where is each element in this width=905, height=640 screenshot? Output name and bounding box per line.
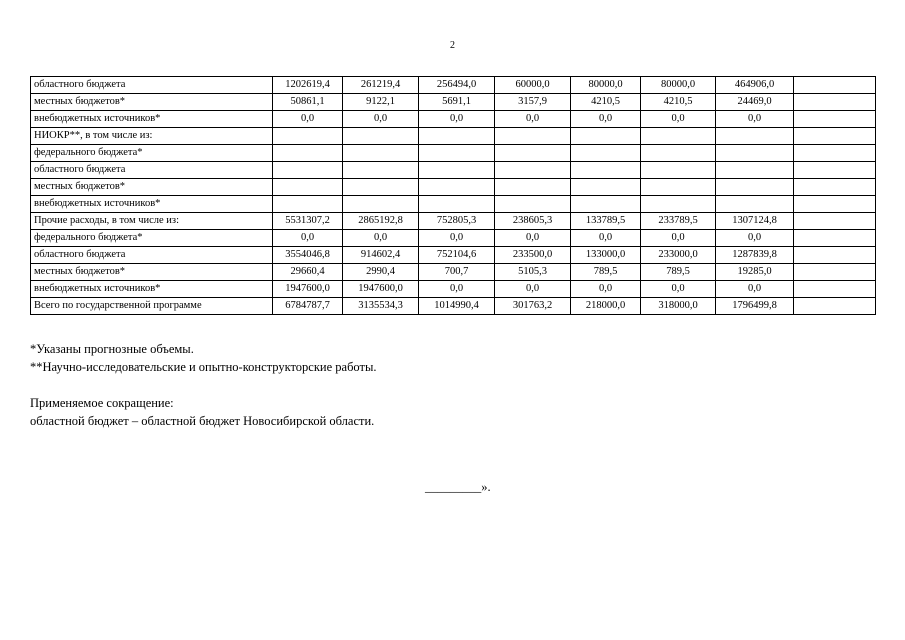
table-cell: 4210,5 bbox=[571, 94, 641, 111]
table-body bbox=[31, 77, 876, 315]
table-row bbox=[31, 179, 876, 196]
table-cell bbox=[495, 162, 571, 179]
table-cell: 0,0 bbox=[495, 230, 571, 247]
notes-section bbox=[30, 340, 870, 430]
table-cell: 0,0 bbox=[716, 111, 794, 128]
table-cell bbox=[343, 179, 419, 196]
table-cell: 0,0 bbox=[716, 230, 794, 247]
table-cell: 0,0 bbox=[641, 281, 716, 298]
table-cell: 789,5 bbox=[571, 264, 641, 281]
row-label: областного бюджета bbox=[31, 77, 273, 94]
table-cell: 0,0 bbox=[641, 230, 716, 247]
table-cell bbox=[794, 94, 876, 111]
table-cell bbox=[716, 145, 794, 162]
table-cell: 50861,1 bbox=[273, 94, 343, 111]
table-cell: 29660,4 bbox=[273, 264, 343, 281]
table-cell bbox=[419, 145, 495, 162]
page-number: 2 bbox=[450, 40, 455, 51]
table-cell bbox=[419, 162, 495, 179]
table-row bbox=[31, 111, 876, 128]
row-label: федерального бюджета* bbox=[31, 145, 273, 162]
table-cell: 0,0 bbox=[716, 281, 794, 298]
table-cell: 60000,0 bbox=[495, 77, 571, 94]
budget-table bbox=[30, 76, 876, 315]
table-cell: 218000,0 bbox=[571, 298, 641, 315]
abbreviation-text: областной бюджет – областной бюджет Новосибирской области. bbox=[30, 414, 375, 428]
table-cell bbox=[419, 196, 495, 213]
row-label: Прочие расходы, в том числе из: bbox=[31, 213, 273, 230]
table-cell: 238605,3 bbox=[495, 213, 571, 230]
table-cell bbox=[641, 128, 716, 145]
table-cell: 0,0 bbox=[571, 281, 641, 298]
table-cell bbox=[273, 128, 343, 145]
table-row bbox=[31, 298, 876, 315]
table-cell bbox=[343, 196, 419, 213]
row-label: областного бюджета bbox=[31, 247, 273, 264]
table-cell bbox=[343, 145, 419, 162]
table-row bbox=[31, 128, 876, 145]
table-cell bbox=[794, 145, 876, 162]
table-cell bbox=[794, 230, 876, 247]
table-cell bbox=[794, 128, 876, 145]
forecast-note: *Указаны прогнозные объемы. bbox=[30, 342, 194, 356]
table-cell bbox=[419, 179, 495, 196]
table-cell: 0,0 bbox=[343, 111, 419, 128]
table-cell: 133789,5 bbox=[571, 213, 641, 230]
table-cell bbox=[273, 196, 343, 213]
table-row bbox=[31, 162, 876, 179]
table-cell: 0,0 bbox=[419, 111, 495, 128]
table-cell bbox=[343, 128, 419, 145]
table-cell bbox=[641, 196, 716, 213]
table-cell bbox=[794, 179, 876, 196]
table-cell: 133000,0 bbox=[571, 247, 641, 264]
table-cell bbox=[571, 145, 641, 162]
table-cell: 0,0 bbox=[273, 230, 343, 247]
table-cell: 233000,0 bbox=[641, 247, 716, 264]
table-cell: 3554046,8 bbox=[273, 247, 343, 264]
table-cell bbox=[419, 128, 495, 145]
table-cell: 1287839,8 bbox=[716, 247, 794, 264]
table-cell: 0,0 bbox=[641, 111, 716, 128]
table-cell: 1014990,4 bbox=[419, 298, 495, 315]
table-row bbox=[31, 145, 876, 162]
table-cell bbox=[495, 128, 571, 145]
table-cell: 19285,0 bbox=[716, 264, 794, 281]
table-cell: 752104,6 bbox=[419, 247, 495, 264]
table-cell: 24469,0 bbox=[716, 94, 794, 111]
table-cell bbox=[794, 264, 876, 281]
table-cell: 700,7 bbox=[419, 264, 495, 281]
row-label: НИОКР**, в том числе из: bbox=[31, 128, 273, 145]
table-cell bbox=[495, 179, 571, 196]
table-cell bbox=[571, 179, 641, 196]
row-label: областного бюджета bbox=[31, 162, 273, 179]
table-cell: 80000,0 bbox=[641, 77, 716, 94]
table-cell bbox=[571, 128, 641, 145]
abbreviation-heading: Применяемое сокращение: bbox=[30, 396, 174, 410]
table-cell: 2865192,8 bbox=[343, 213, 419, 230]
table-cell bbox=[716, 128, 794, 145]
table-row bbox=[31, 196, 876, 213]
table-cell: 0,0 bbox=[495, 111, 571, 128]
table-cell: 0,0 bbox=[571, 111, 641, 128]
table-cell bbox=[495, 145, 571, 162]
table-cell: 233789,5 bbox=[641, 213, 716, 230]
table-cell bbox=[794, 111, 876, 128]
table-cell: 5531307,2 bbox=[273, 213, 343, 230]
table-cell bbox=[794, 77, 876, 94]
table-cell bbox=[716, 196, 794, 213]
table-cell bbox=[343, 162, 419, 179]
table-cell: 789,5 bbox=[641, 264, 716, 281]
table-cell bbox=[794, 281, 876, 298]
table-cell: 5691,1 bbox=[419, 94, 495, 111]
table-cell: 318000,0 bbox=[641, 298, 716, 315]
table-cell: 1947600,0 bbox=[343, 281, 419, 298]
row-label: внебюджетных источников* bbox=[31, 196, 273, 213]
table-cell bbox=[571, 162, 641, 179]
table-cell: 261219,4 bbox=[343, 77, 419, 94]
table-row bbox=[31, 213, 876, 230]
table-cell: 5105,3 bbox=[495, 264, 571, 281]
table-cell: 0,0 bbox=[343, 230, 419, 247]
table-cell: 1947600,0 bbox=[273, 281, 343, 298]
table-cell: 3157,9 bbox=[495, 94, 571, 111]
table-row bbox=[31, 281, 876, 298]
table-cell: 1307124,8 bbox=[716, 213, 794, 230]
table-cell bbox=[794, 213, 876, 230]
table-cell: 3135534,3 bbox=[343, 298, 419, 315]
row-label: местных бюджетов* bbox=[31, 179, 273, 196]
table-cell: 0,0 bbox=[571, 230, 641, 247]
row-label: местных бюджетов* bbox=[31, 264, 273, 281]
niokr-note: **Научно-исследовательские и опытно-конструкторские работы. bbox=[30, 360, 377, 374]
table-cell bbox=[571, 196, 641, 213]
table-cell bbox=[641, 145, 716, 162]
table-cell bbox=[794, 247, 876, 264]
table-cell bbox=[716, 162, 794, 179]
table-cell bbox=[794, 196, 876, 213]
table-cell bbox=[273, 145, 343, 162]
row-label: внебюджетных источников* bbox=[31, 281, 273, 298]
table-cell bbox=[794, 162, 876, 179]
table-cell: 233500,0 bbox=[495, 247, 571, 264]
table-cell: 9122,1 bbox=[343, 94, 419, 111]
table-cell: 0,0 bbox=[273, 111, 343, 128]
table-row bbox=[31, 77, 876, 94]
table-cell: 752805,3 bbox=[419, 213, 495, 230]
table-cell: 0,0 bbox=[419, 230, 495, 247]
table-cell: 1796499,8 bbox=[716, 298, 794, 315]
table-row bbox=[31, 94, 876, 111]
table-cell bbox=[794, 298, 876, 315]
table-cell: 256494,0 bbox=[419, 77, 495, 94]
row-label: местных бюджетов* bbox=[31, 94, 273, 111]
table-cell: 80000,0 bbox=[571, 77, 641, 94]
table-cell bbox=[641, 179, 716, 196]
table-cell: 6784787,7 bbox=[273, 298, 343, 315]
table-cell bbox=[273, 162, 343, 179]
table-cell bbox=[273, 179, 343, 196]
table-cell: 301763,2 bbox=[495, 298, 571, 315]
table-cell: 464906,0 bbox=[716, 77, 794, 94]
row-label: внебюджетных источников* bbox=[31, 111, 273, 128]
table-cell: 0,0 bbox=[495, 281, 571, 298]
table-cell bbox=[716, 179, 794, 196]
row-label: федерального бюджета* bbox=[31, 230, 273, 247]
table-cell bbox=[641, 162, 716, 179]
table-row bbox=[31, 264, 876, 281]
table-cell bbox=[495, 196, 571, 213]
table-cell: 0,0 bbox=[419, 281, 495, 298]
row-label: Всего по государственной программе bbox=[31, 298, 273, 315]
table-cell: 4210,5 bbox=[641, 94, 716, 111]
table-cell: 1202619,4 bbox=[273, 77, 343, 94]
table-row bbox=[31, 230, 876, 247]
closing-mark: _________». bbox=[425, 480, 491, 494]
table-row bbox=[31, 247, 876, 264]
table-cell: 914602,4 bbox=[343, 247, 419, 264]
table-cell: 2990,4 bbox=[343, 264, 419, 281]
